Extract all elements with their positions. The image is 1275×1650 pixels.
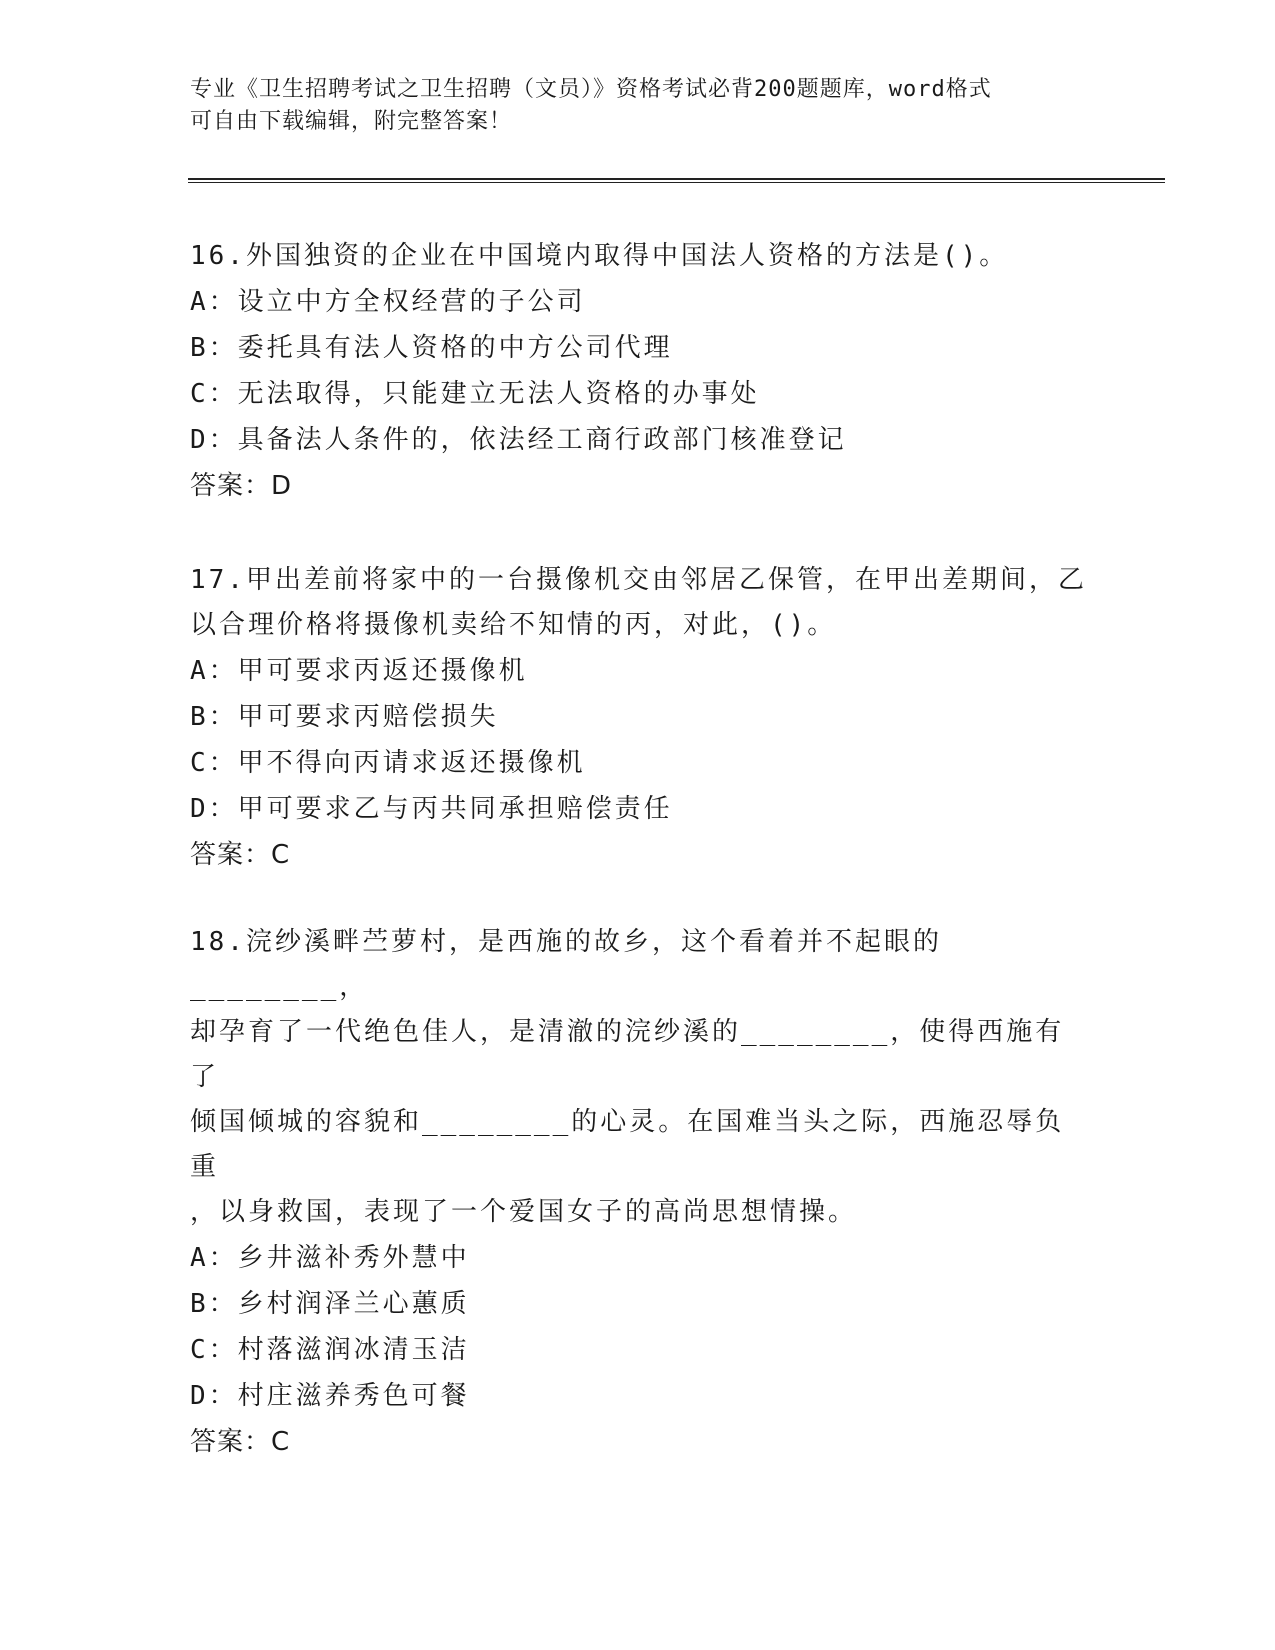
question-stem-line-2: 却孕育了一代绝色佳人，是清澈的浣纱溪的________，使得西施有了 <box>190 1017 1065 1092</box>
option-b: B：甲可要求丙赔偿损失 <box>190 702 499 732</box>
option-a: A：设立中方全权经营的子公司 <box>190 287 586 317</box>
option-a: A：甲可要求丙返还摄像机 <box>190 656 528 686</box>
option-a: A：乡井滋补秀外慧中 <box>190 1243 470 1273</box>
question-stem-line-4: ，以身救国，表现了一个爱国女子的高尚思想情操。 <box>190 1197 858 1227</box>
answer-line: 答案：D <box>190 471 293 501</box>
option-d: D：村庄滋养秀色可餐 <box>190 1381 470 1411</box>
question-18 <box>190 920 1090 1465</box>
document-header <box>190 74 1090 138</box>
question-17 <box>190 558 1090 878</box>
answer-line: 答案：C <box>190 1427 291 1457</box>
option-d: D：甲可要求乙与丙共同承担赔偿责任 <box>190 794 673 824</box>
option-d: D：具备法人条件的，依法经工商行政部门核准登记 <box>190 425 847 455</box>
question-stem: 16.外国独资的企业在中国境内取得中国法人资格的方法是()。 <box>190 241 1009 271</box>
question-stem-line-1: 17.甲出差前将家中的一台摄像机交由邻居乙保管，在甲出差期间，乙 <box>190 565 1087 595</box>
option-c: C：无法取得，只能建立无法人资格的办事处 <box>190 379 760 409</box>
header-subtitle-line: 可自由下载编辑，附完整答案！ <box>190 109 513 134</box>
header-title-line: 专业《卫生招聘考试之卫生招聘（文员）》资格考试必背200题题库，word格式 <box>190 77 992 102</box>
question-stem-line-2: 以合理价格将摄像机卖给不知情的丙，对此，()。 <box>190 610 837 640</box>
header-divider <box>188 178 1165 183</box>
question-stem-line-1: 18.浣纱溪畔苎萝村，是西施的故乡，这个看着并不起眼的________， <box>190 927 942 1002</box>
answer-line: 答案：C <box>190 840 291 870</box>
option-c: C：甲不得向丙请求返还摄像机 <box>190 748 586 778</box>
question-16 <box>190 234 1090 509</box>
option-c: C：村落滋润冰清玉洁 <box>190 1335 470 1365</box>
option-b: B：委托具有法人资格的中方公司代理 <box>190 333 673 363</box>
option-b: B：乡村润泽兰心蕙质 <box>190 1289 470 1319</box>
question-stem-line-3: 倾国倾城的容貌和________的心灵。在国难当头之际，西施忍辱负重 <box>190 1107 1065 1182</box>
